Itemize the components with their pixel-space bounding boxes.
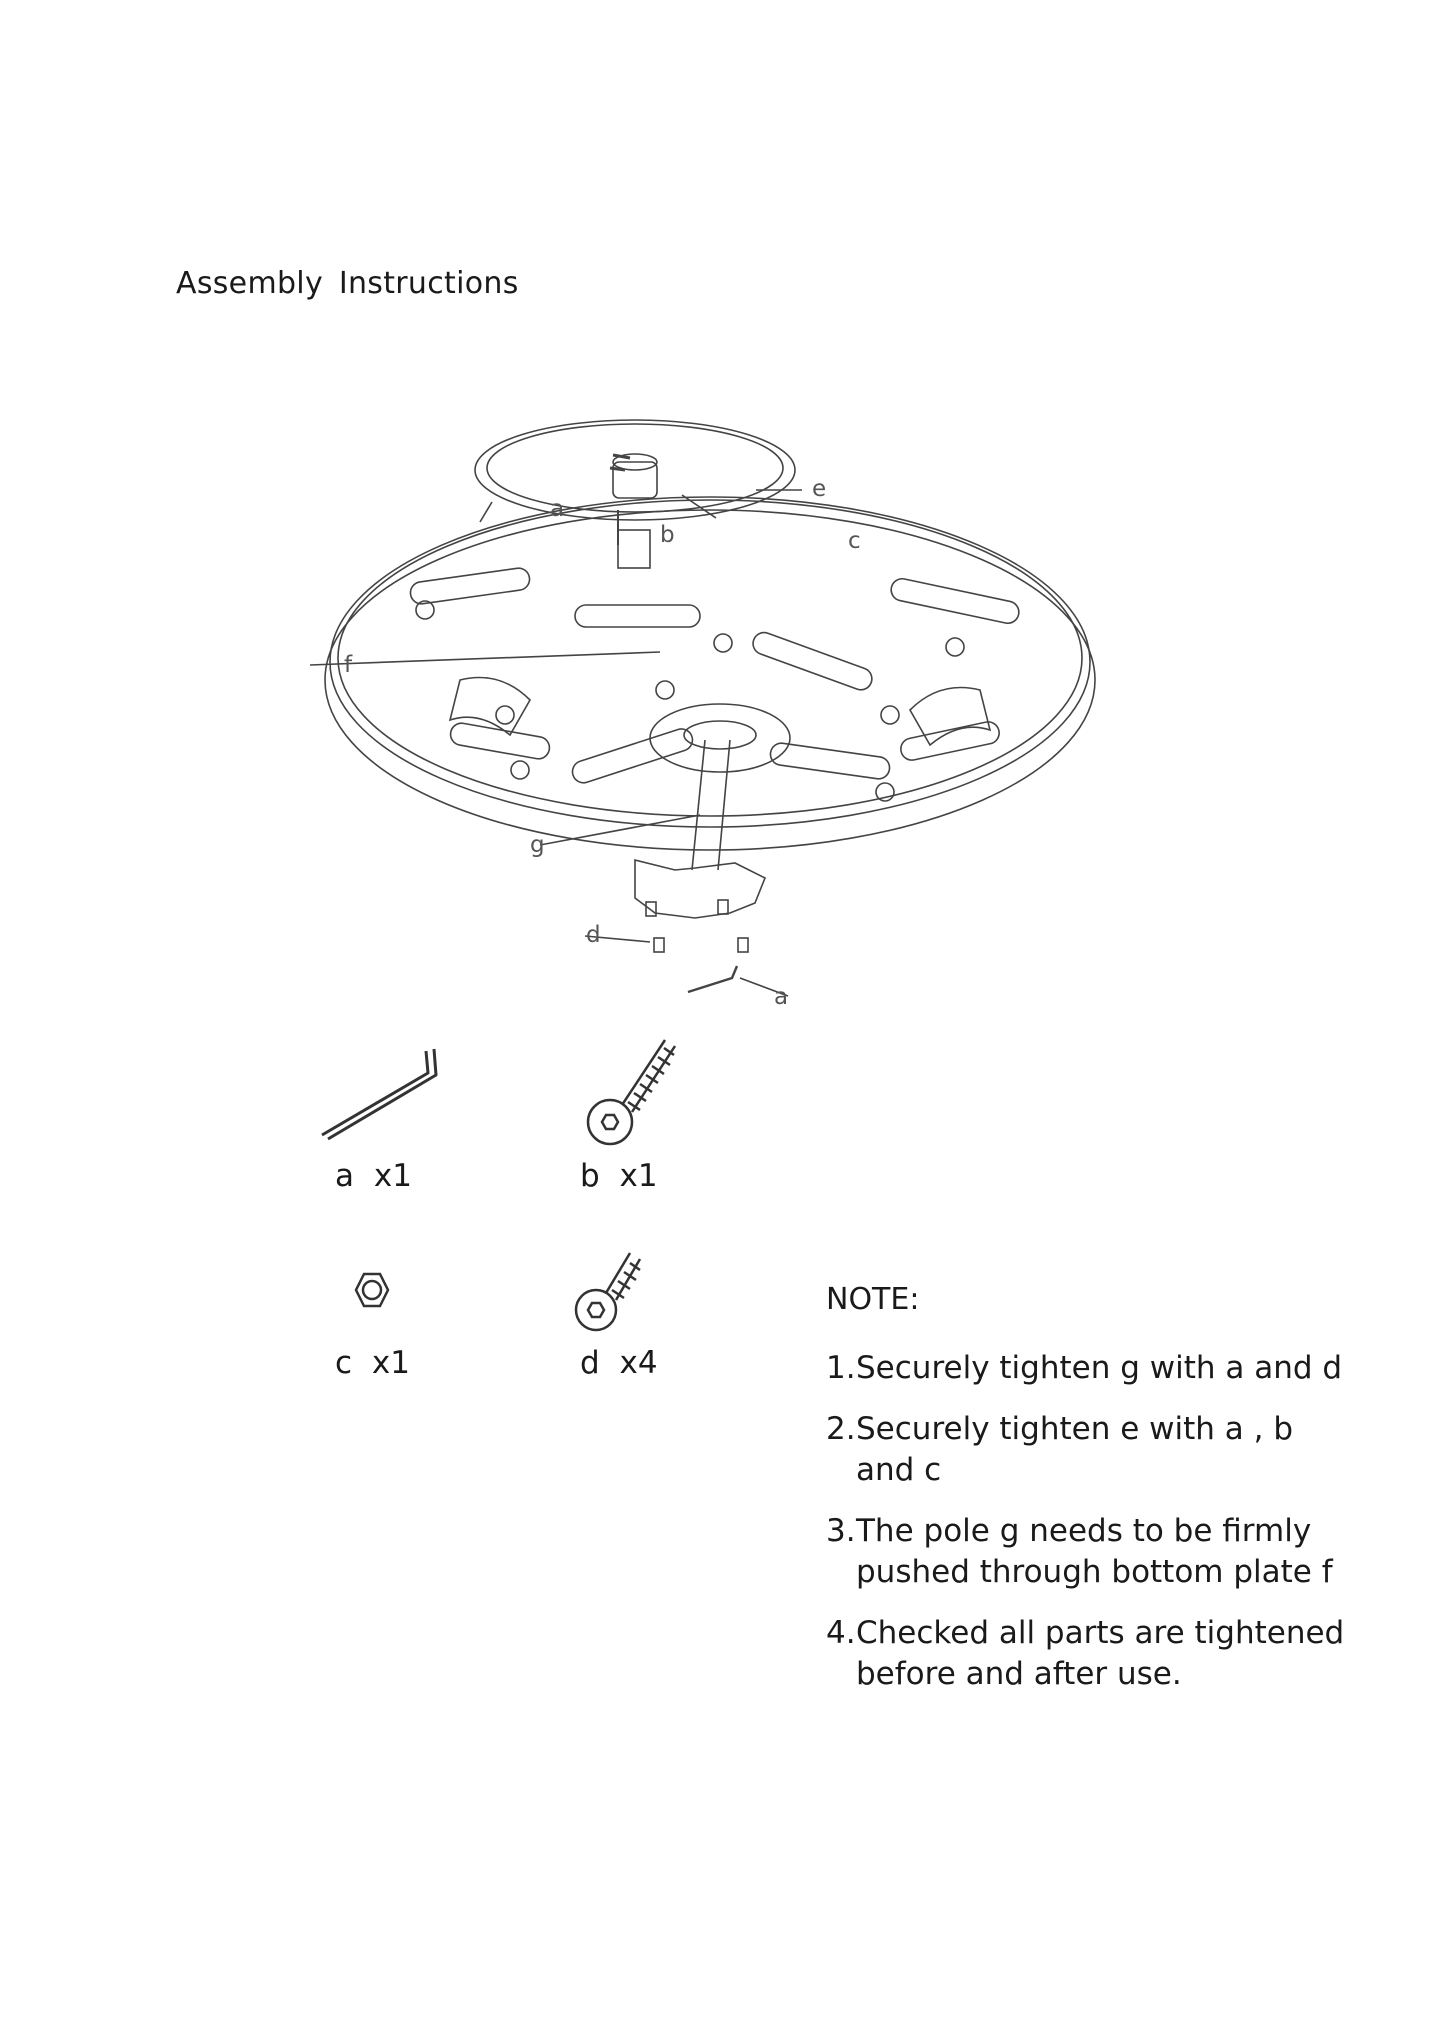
callout-a-top: a [550, 496, 565, 522]
part-label-c: c x1 [335, 1345, 410, 1381]
callout-d: d [586, 922, 601, 948]
page-title: Assembly Instructions [176, 266, 519, 301]
allen-key-icon [310, 1035, 450, 1145]
note-list [826, 1348, 1346, 1715]
callout-f: f [344, 652, 353, 678]
long-bolt-icon [580, 1030, 680, 1150]
hex-nut-icon [350, 1268, 394, 1312]
part-label-a: a x1 [335, 1158, 412, 1194]
assembly-drawing [300, 400, 1120, 1040]
callout-b: b [660, 522, 675, 548]
assembly-diagram [300, 400, 1120, 1040]
callout-g: g [530, 832, 545, 858]
short-bolt-icon [570, 1245, 650, 1335]
callout-c: c [848, 528, 861, 554]
mount-bracket [635, 860, 765, 918]
callout-e: e [812, 476, 827, 502]
note-item: 3. The pole g needs to be firmly pushed through bottom plate f [826, 1513, 1333, 1590]
note-item: 1. Securely tighten g with a and d [826, 1350, 1343, 1386]
note-item: 2. Securely tighten e with a , b and c [826, 1411, 1293, 1488]
base-plate-part-f [325, 497, 1095, 850]
screws-part-d [646, 900, 748, 952]
part-label-b: b x1 [580, 1158, 658, 1194]
part-label-d: d x4 [580, 1345, 658, 1381]
callout-a-bottom: a [774, 984, 789, 1010]
note-title: NOTE: [826, 1282, 920, 1317]
note-item: 4. Checked all parts are tightened before and after use. [826, 1615, 1345, 1692]
top-cap-part-e [475, 420, 795, 568]
